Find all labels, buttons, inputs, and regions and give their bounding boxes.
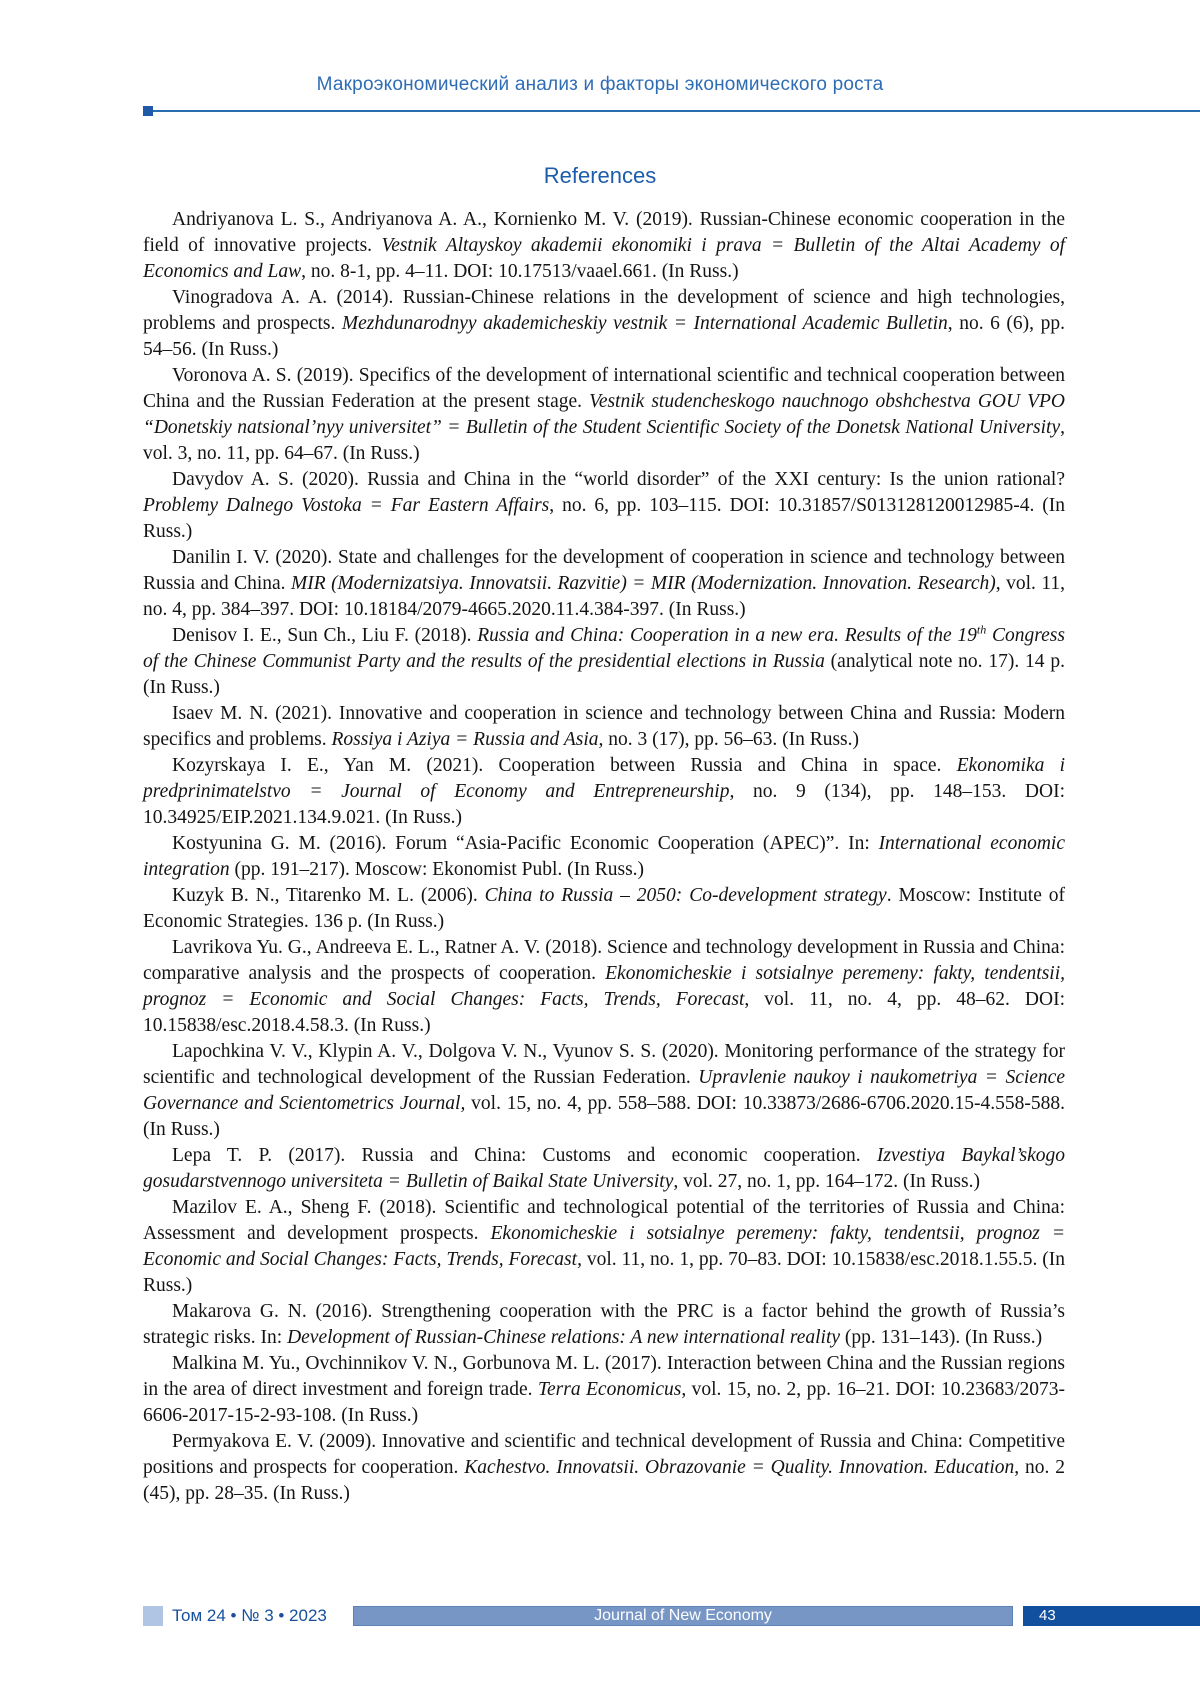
reference-entry: Voronova A. S. (2019). Specifics of the development of international scientific and technical cooperation between China and the Russian Federation at the present stage. Vestnik studencheskogo nauchnogo obshchestva GOU VPO “Donetskiy natsional’nyy universitet” = Bulletin of the Student Scientific Society of the Donetsk National University, vol. 3, no. 11, pp. 64–67. (In Russ.)	[143, 365, 1065, 464]
reference-entry: Denisov I. E., Sun Ch., Liu F. (2018). Russia and China: Cooperation in a new era. Results of the 19th Congress of the Chinese Communist Party and the results of the presidential elections in Russia (analytical note no. 17). 14 p. (In Russ.)	[143, 622, 1065, 698]
header-rule-square-marker	[143, 106, 153, 116]
reference-entry: Permyakova E. V. (2009). Innovative and scientific and technical development of Russia and China: Competitive positions and prospects for cooperation. Kachestvo. Innovatsii. Obrazovanie = Quality. Innovation. Education, no. 2 (45), pp. 28–35. (In Russ.)	[143, 1431, 1066, 1504]
reference-entry: Andriyanova L. S., Andriyanova A. A., Kornienko M. V. (2019). Russian-Chinese economic cooperation in the field of innovative projects. Vestnik Altayskoy akademii ekonomiki i prava = Bulletin of the Altai Academy of Economics and Law, no. 8-1, pp. 4–11. DOI: 10.17513/vaael.661. (In Russ.)	[143, 209, 1065, 282]
footer-journal-name-bar: Journal of New Economy	[353, 1606, 1013, 1626]
reference-entry: Malkina M. Yu., Ovchinnikov V. N., Gorbunova M. L. (2017). Interaction between China and the Russian regions in the area of direct investment and foreign trade. Terra Economicus, vol. 15, no. 2, pp. 16–21. DOI: 10.23683/2073-6606-2017-15-2-93-108. (In Russ.)	[143, 1353, 1066, 1426]
footer-volume-issue-year: Том 24 • № 3 • 2023	[172, 1606, 327, 1625]
reference-entry: Lavrikova Yu. G., Andreeva E. L., Ratner A. V. (2018). Science and technology development in Russia and China: comparative analysis and the prospects of cooperation. Ekonomicheskie i sotsialnye peremeny: fakty, tendentsii, prognoz = Economic and Social Changes: Facts, Trends, Forecast, vol. 11, no. 4, pp. 48–62. DOI: 10.15838/esc.2018.4.58.3. (In Russ.)	[143, 937, 1065, 1036]
header-rule	[143, 110, 1200, 112]
reference-entry: Mazilov E. A., Sheng F. (2018). Scientific and technological potential of the territories of Russia and China: Assessment and development prospects. Ekonomicheskie i sotsialnye peremeny: fakty, tendentsii, prognoz = Economic and Social Changes: Facts, Trends, Forecast, vol. 11, no. 1, pp. 70–83. DOI: 10.15838/esc.2018.1.55.5. (In Russ.)	[143, 1197, 1066, 1296]
reference-entry: Davydov A. S. (2020). Russia and China in the “world disorder” of the XXI century: Is the union rational? Problemy Dalnego Vostoka = Far Eastern Affairs, no. 6, pp. 103–115. DOI: 10.31857/S013128120012985-4. (In Russ.)	[143, 469, 1065, 542]
references-list	[143, 207, 1065, 1507]
references-heading: References	[543, 163, 657, 188]
reference-entry: Danilin I. V. (2020). State and challenges for the development of cooperation in science and technology between Russia and China. MIR (Modernizatsiya. Innovatsii. Razvitie) = MIR (Modernization. Innovation. Research), vol. 11, no. 4, pp. 384–397. DOI: 10.18184/2079-4665.2020.11.4.384-397. (In Russ.)	[143, 547, 1065, 620]
reference-entry: Lepa T. P. (2017). Russia and China: Customs and economic cooperation. Izvestiya Baykal’skogo gosudarstvennogo universiteta = Bulletin of Baikal State University, vol. 27, no. 1, pp. 164–172. (In Russ.)	[143, 1145, 1065, 1192]
footer-page-number: 43	[1023, 1606, 1200, 1626]
reference-entry: Isaev M. N. (2021). Innovative and cooperation in science and technology between China and Russia: Modern specifics and problems. Rossiya i Aziya = Russia and Asia, no. 3 (17), pp. 56–63. (In Russ.)	[143, 703, 1065, 750]
footer-accent-square	[143, 1606, 163, 1626]
reference-entry: Kozyrskaya I. E., Yan M. (2021). Cooperation between Russia and China in space. Ekonomika i predprinimatelstvo = Journal of Economy and Entrepreneurship, no. 9 (134), pp. 148–153. DOI: 10.34925/EIP.2021.134.9.021. (In Russ.)	[143, 755, 1066, 828]
reference-entry: Makarova G. N. (2016). Strengthening cooperation with the PRC is a factor behind the growth of Russia’s strategic risks. In: Development of Russian-Chinese relations: A new international reality (pp. 131–143). (In Russ.)	[143, 1301, 1065, 1348]
running-header-title: Макроэкономический анализ и факторы экономического роста	[316, 74, 884, 95]
reference-entry: Lapochkina V. V., Klypin A. V., Dolgova V. N., Vyunov S. S. (2020). Monitoring performance of the strategy for scientific and technological development of the Russian Federation. Upravlenie naukoy i naukometriya = Science Governance and Scientometrics Journal, vol. 15, no. 4, pp. 558–588. DOI: 10.33873/2686-6706.2020.15-4.558-588. (In Russ.)	[143, 1041, 1065, 1140]
reference-entry: Vinogradova A. A. (2014). Russian-Chinese relations in the development of science and high technologies, problems and prospects. Mezhdunarodnyy akademicheskiy vestnik = International Academic Bulletin, no. 6 (6), pp. 54–56. (In Russ.)	[143, 287, 1065, 360]
reference-entry: Kostyunina G. M. (2016). Forum “Asia-Pacific Economic Cooperation (APEC)”. In: International economic integration (pp. 191–217). Moscow: Ekonomist Publ. (In Russ.)	[143, 833, 1065, 880]
reference-entry: Kuzyk B. N., Titarenko M. L. (2006). China to Russia – 2050: Co-development strategy. Moscow: Institute of Economic Strategies. 136 p. (In Russ.)	[143, 885, 1066, 932]
